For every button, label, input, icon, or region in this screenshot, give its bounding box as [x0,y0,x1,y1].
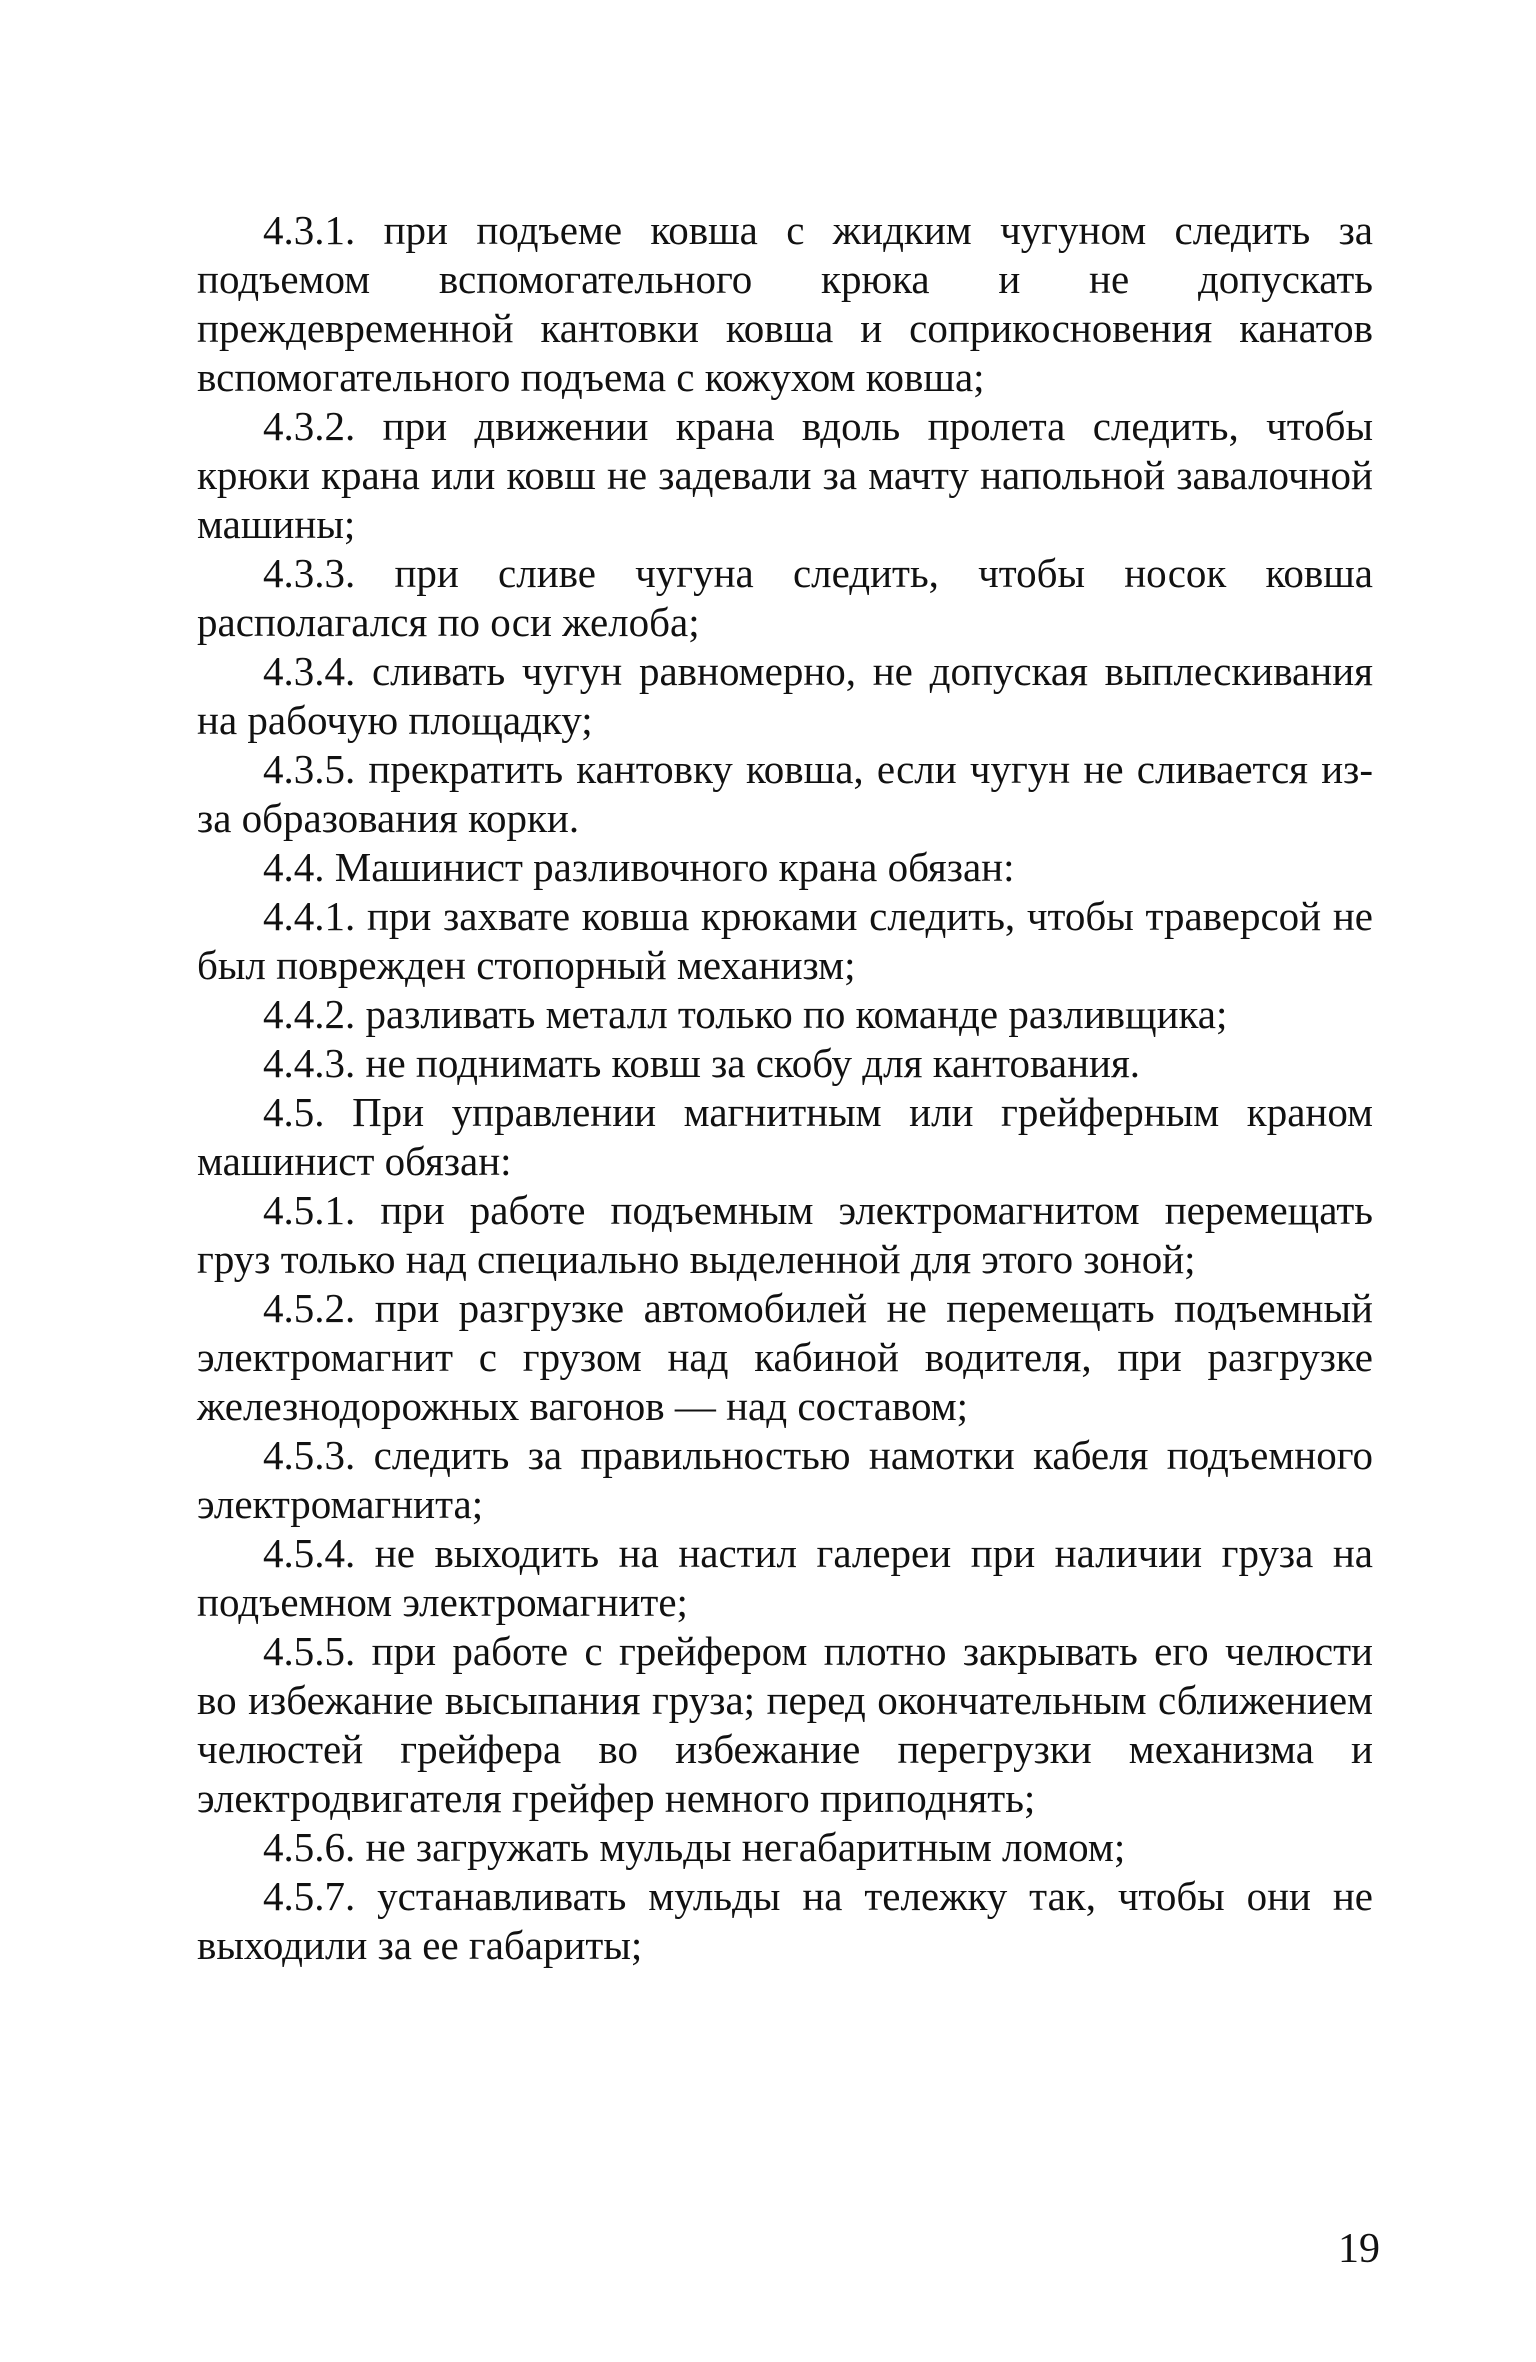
paragraph-4-3-4: 4.3.4. сливать чугун равномерно, не допуская выплескивания на рабочую площадку; [197,648,1373,743]
paragraph-4-5-4: 4.5.4. не выходить на настил галереи при наличии груза на подъемном электромагните; [197,1530,1373,1625]
paragraph-4-5-3: 4.5.3. следить за правильностью намотки кабеля подъемного электромагнита; [197,1432,1373,1527]
paragraph-4-5-7: 4.5.7. устанавливать мульды на тележку так, чтобы они не выходили за ее габариты; [197,1873,1373,1968]
paragraph-4-4-2: 4.4.2. разливать металл только по команде разливщика; [263,991,1228,1037]
page-body [197,206,1373,1970]
paragraph-4-5-5: 4.5.5. при работе с грейфером плотно закрывать его челюсти во избежание высыпания груза; перед окончательным сближением челюстей грейфера во избежание перегрузки механизма и электродвигателя грейфер немного приподнять; [197,1628,1373,1821]
paragraph-4-3-2: 4.3.2. при движении крана вдоль пролета следить, чтобы крюки крана или ковш не задевали за мачту напольной завалочной машины; [197,403,1373,547]
paragraph-4-3-3: 4.3.3. при сливе чугуна следить, чтобы носок ковша располагался по оси желоба; [197,550,1373,645]
paragraph-4-3-5: 4.3.5. прекратить кантовку ковша, если чугун не сливается из-за образования корки. [197,746,1373,841]
paragraph-4-3-1: 4.3.1. при подъеме ковша с жидким чугуном следить за подъемом вспомогательного крюка и не допускать преждевременной кантовки ковша и соприкосновения канатов вспомогательного подъема с кожухом ковша; [197,207,1373,400]
paragraph-4-4-1: 4.4.1. при захвате ковша крюками следить, чтобы траверсой не был поврежден стопорный механизм; [197,893,1373,988]
paragraph-4-5-2: 4.5.2. при разгрузке автомобилей не перемещать подъемный электромагнит с грузом над кабиной водителя, при разгрузке железнодорожных вагонов — над составом; [197,1285,1373,1429]
paragraph-4-5-6: 4.5.6. не загружать мульды негабаритным ломом; [263,1824,1126,1870]
paragraph-4-4-3: 4.4.3. не поднимать ковш за скобу для кантования. [263,1040,1141,1086]
paragraph-4-4: 4.4. Машинист разливочного крана обязан: [263,844,1015,890]
paragraph-4-5: 4.5. При управлении магнитным или грейферным краном машинист обязан: [197,1089,1373,1184]
paragraph-4-5-1: 4.5.1. при работе подъемным электромагнитом перемещать груз только над специально выделенной для этого зоной; [197,1187,1373,1282]
page-number: 19 [1338,2226,1380,2272]
